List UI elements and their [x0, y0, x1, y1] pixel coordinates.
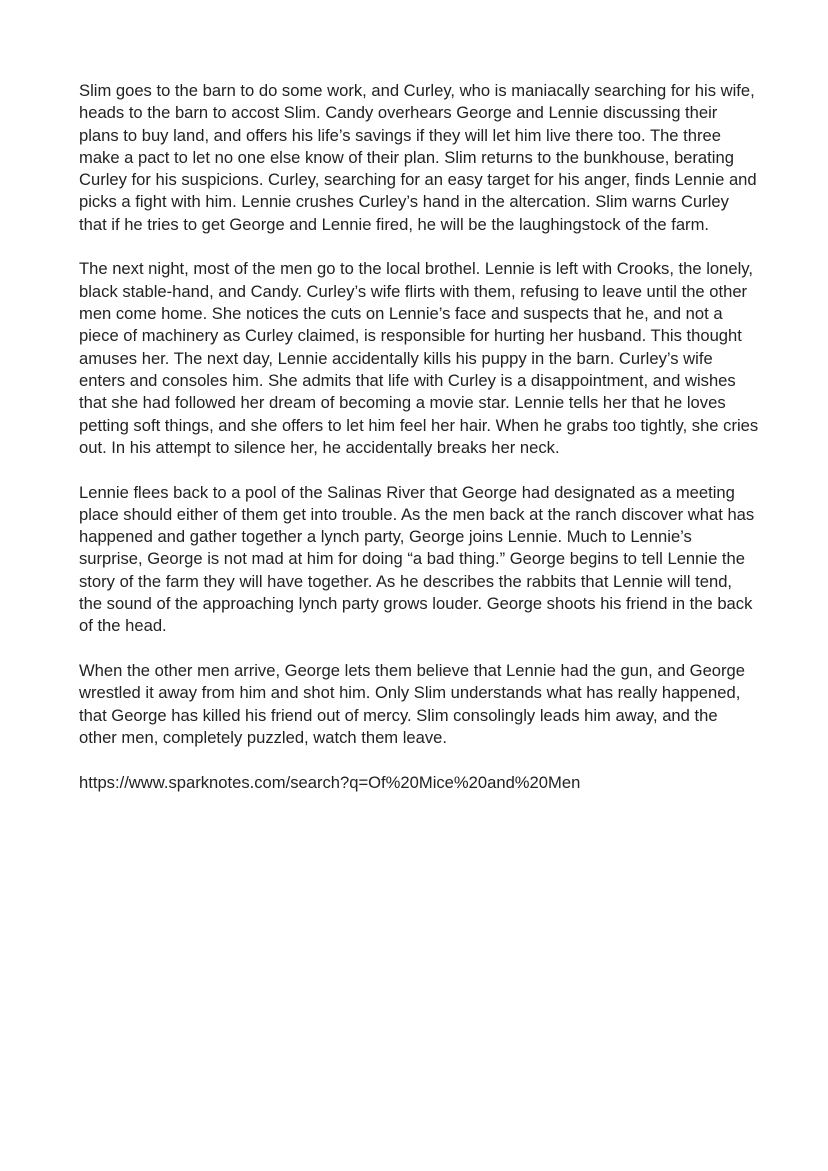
source-url: https://www.sparknotes.com/search?q=Of%20Mice%20and%20Men: [79, 772, 581, 792]
paragraph-4: When the other men arrive, George lets them believe that Lennie had the gun, and George wrestled it away from him and shot him. Only Slim understands what has really happened, that George has killed his friend out of mercy. Slim consolingly leads him away, and the other men, completely puzzled, watch them leave.: [79, 661, 746, 747]
paragraph-2: The next night, most of the men go to the local brothel. Lennie is left with Crooks, the lonely, black stable-hand, and Candy. Curley’s wife flirts with them, refusing to leave until the other men come home. She notices the cuts on Lennie’s face and suspects that he, and not a piece of machinery as Curley claimed, is responsible for hurting her husband. This thought amuses her. The next day, Lennie accidentally kills his puppy in the barn. Curley’s wife enters and consoles him. She admits that life with Curley is a disappointment, and wishes that she had followed her dream of becoming a movie star. Lennie tells her that he loves petting soft things, and she offers to let him feel her hair. When he grabs too tightly, she cries out. In his attempt to silence her, he accidentally breaks her neck.: [79, 259, 759, 457]
paragraph-3: Lennie flees back to a pool of the Salinas River that George had designated as a meeting place should either of them get into trouble. As the men back at the ranch discover what has happened and gather together a lynch party, George joins Lennie. Much to Lennie’s surprise, George is not mad at him for doing “a bad thing.” George begins to tell Lennie the story of the farm they will have together. As he describes the rabbits that Lennie will tend, the sound of the approaching lynch party grows louder. George shoots his friend in the back of the head.: [79, 482, 755, 636]
paragraph-1: Slim goes to the barn to do some work, and Curley, who is maniacally searching for his wife, heads to the barn to accost Slim. Candy overhears George and Lennie discussing their plans to buy land, and offers his life’s savings if they will let him live there too. The three make a pact to let no one else know of their plan. Slim returns to the bunkhouse, berating Curley for his suspicions. Curley, searching for an easy target for his anger, finds Lennie and picks a fight with him. Lennie crushes Curley’s hand in the altercation. Slim warns Curley that if he tries to get George and Lennie fired, he will be the laughingstock of the farm.: [79, 81, 757, 234]
document-body: [79, 80, 759, 794]
